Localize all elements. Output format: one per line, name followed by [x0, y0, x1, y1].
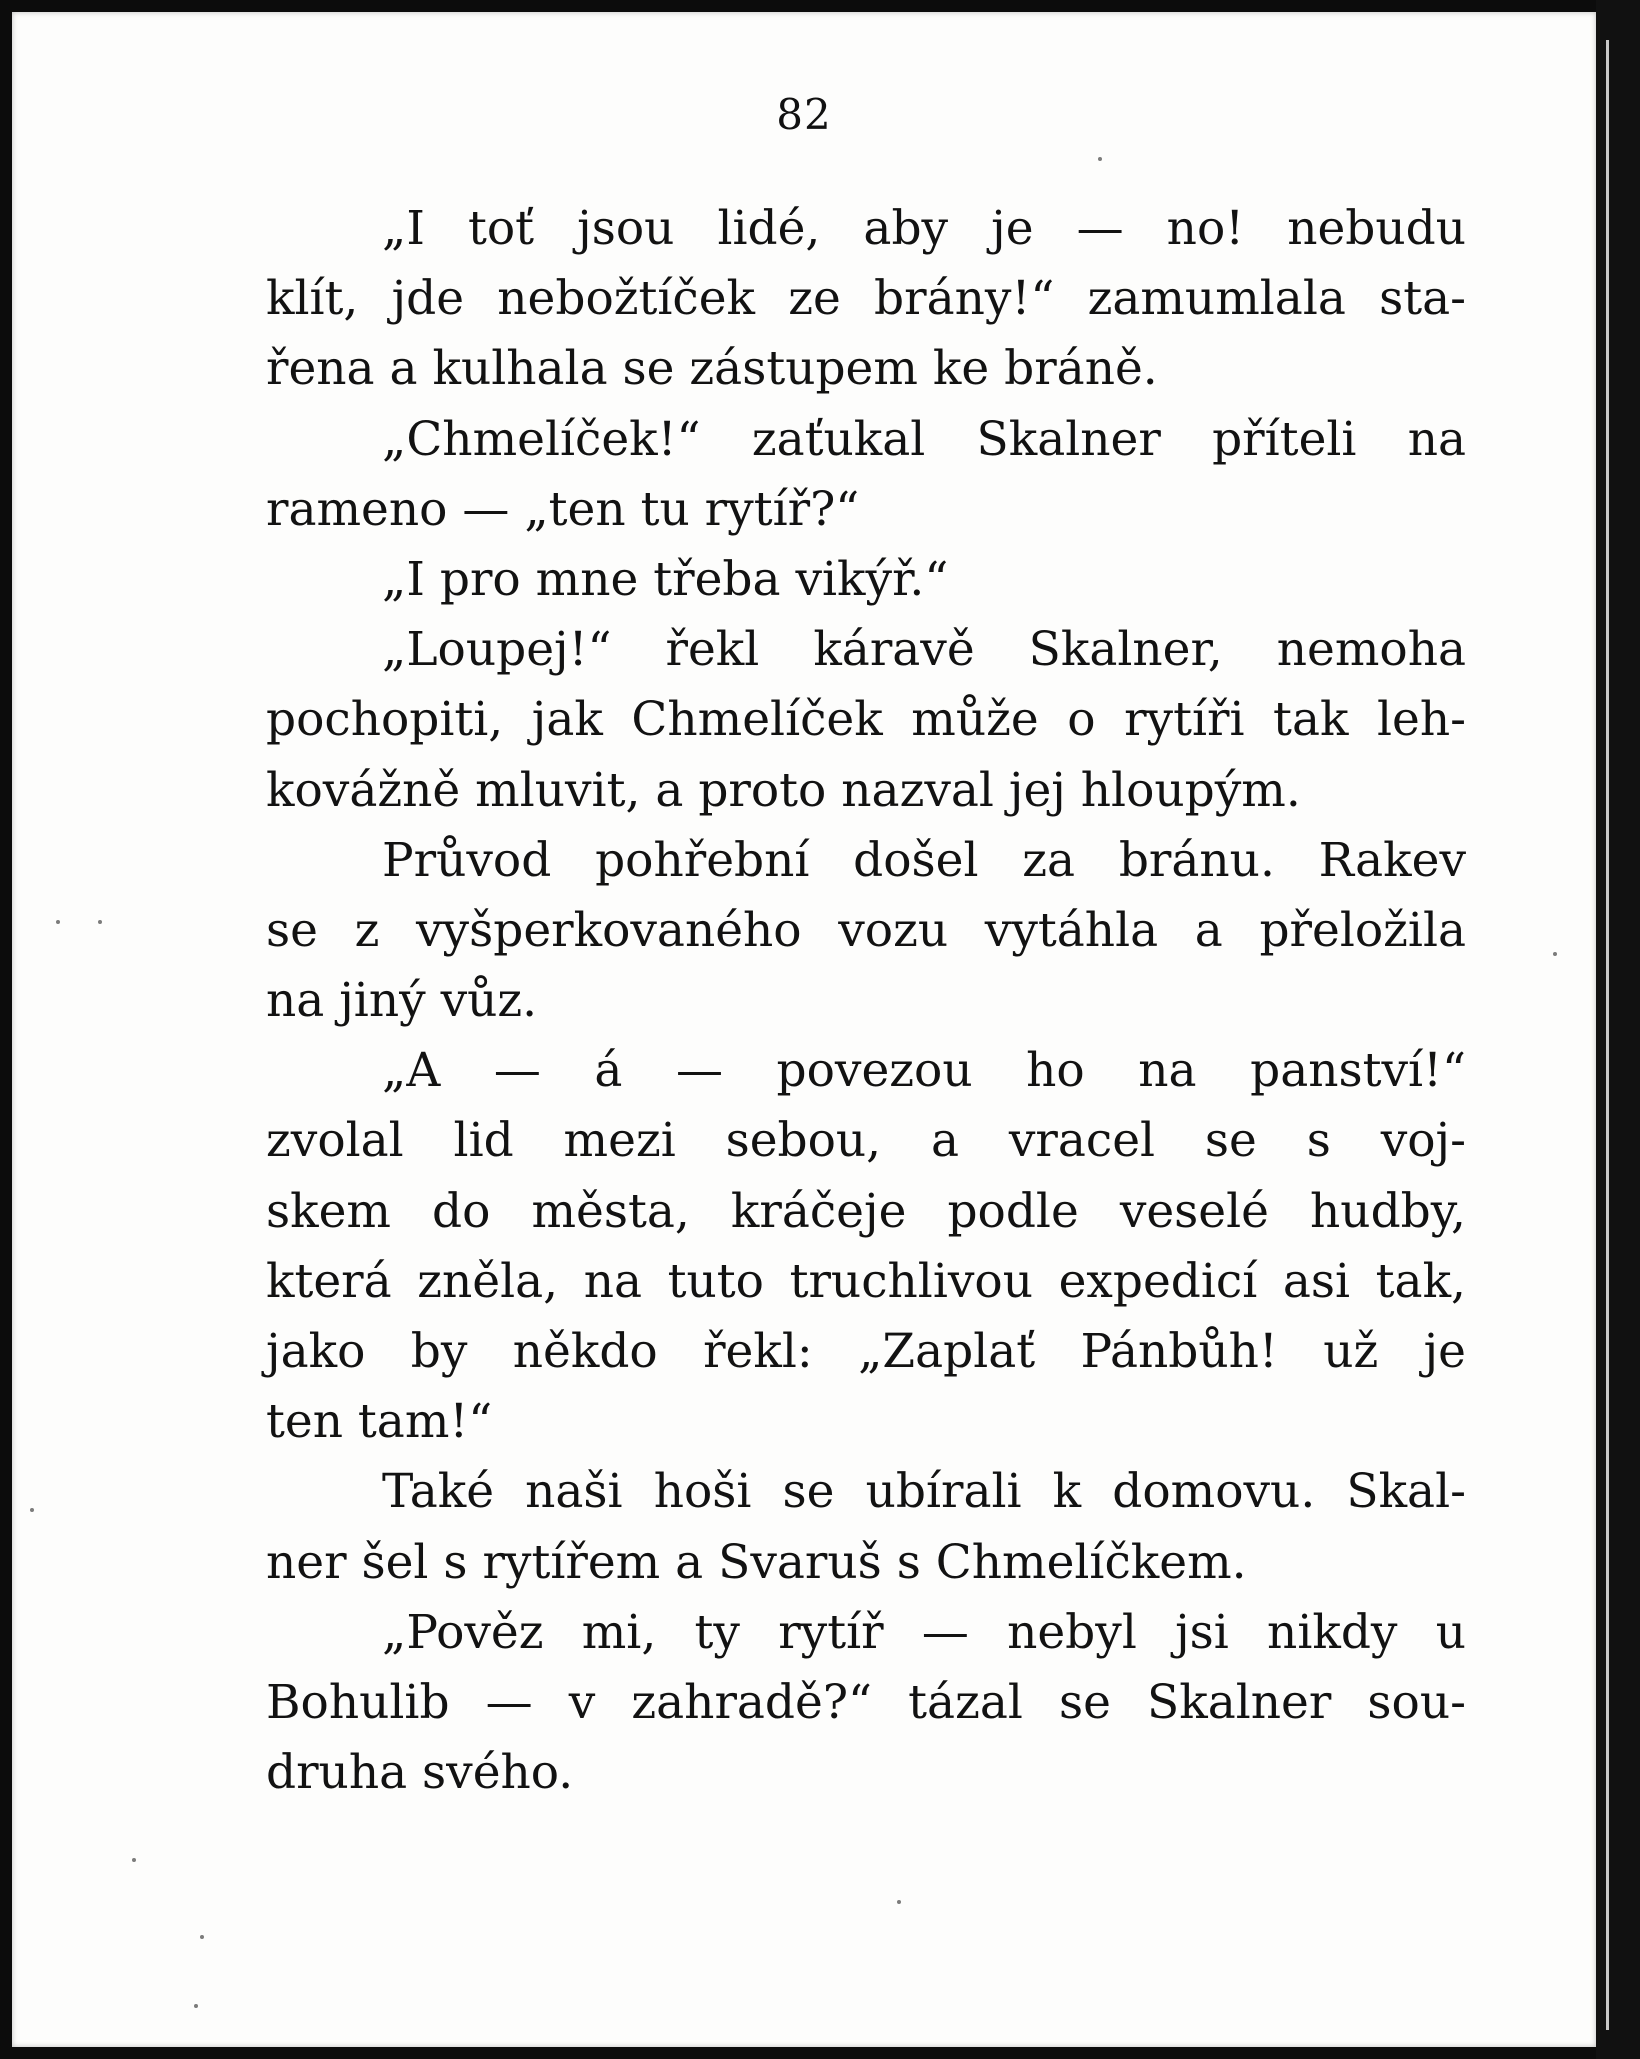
text-line: se z vyšperkovaného vozu vytáhla a přeložila	[266, 902, 1466, 958]
text-line: řena a kulhala se zástupem ke bráně.	[266, 341, 1158, 397]
scan-speck	[1553, 952, 1557, 956]
book-page	[12, 12, 1596, 2047]
text-line: která zněla, na tuto truchlivou expedicí asi tak,	[266, 1253, 1466, 1309]
scan-speck	[1098, 157, 1102, 161]
scan-speck	[56, 920, 60, 924]
text-line: kovážně mluvit, a proto nazval jej hloupým.	[266, 762, 1301, 818]
page-number: 82	[776, 90, 832, 139]
text-line: „A — á — povezou ho na panství!“	[382, 1043, 1466, 1099]
text-line: skem do města, kráčeje podle veselé hudby,	[266, 1183, 1466, 1239]
page-edge-line	[1606, 40, 1609, 2030]
text-line: Bohulib — v zahradě?“ tázal se Skalner sou-	[266, 1674, 1466, 1730]
scan-speck	[897, 1900, 901, 1904]
text-line: pochopiti, jak Chmelíček může o rytíři tak leh-	[266, 692, 1466, 748]
scan-speck	[194, 2004, 198, 2008]
scan-speck	[30, 1508, 34, 1512]
scan-speck	[200, 1935, 204, 1939]
text-line: na jiný vůz.	[266, 973, 538, 1029]
text-line: klít, jde nebožtíček ze brány!“ zamumlala sta-	[266, 271, 1466, 327]
scan-speck	[98, 920, 102, 924]
text-line: jako by někdo řekl: „Zaplať Pánbůh! už je	[266, 1324, 1466, 1379]
scan-border	[1596, 0, 1640, 2059]
text-line: ner šel s rytířem a Svaruš s Chmelíčkem.	[266, 1534, 1247, 1590]
text-line: ten tam!“	[266, 1394, 493, 1450]
page-text	[266, 194, 1466, 1808]
text-line: zvolal lid mezi sebou, a vracel se s voj-	[266, 1113, 1466, 1169]
text-line: „I toť jsou lidé, aby je — no! nebudu	[382, 201, 1466, 256]
text-line: „I pro mne třeba vikýř.“	[382, 551, 949, 607]
text-line: Průvod pohřební došel za bránu. Rakev	[382, 832, 1466, 888]
text-line: Také naši hoši se ubírali k domovu. Skal-	[382, 1464, 1466, 1520]
text-line: „Pověz mi, ty rytíř — nebyl jsi nikdy u	[382, 1604, 1466, 1660]
text-line: „Loupej!“ řekl káravě Skalner, nemoha	[382, 622, 1466, 678]
scan-speck	[132, 1858, 136, 1862]
text-line: „Chmelíček!“ zaťukal Skalner příteli na	[382, 411, 1466, 467]
text-line: rameno — „ten tu rytíř?“	[266, 481, 860, 537]
text-line: druha svého.	[266, 1745, 574, 1801]
